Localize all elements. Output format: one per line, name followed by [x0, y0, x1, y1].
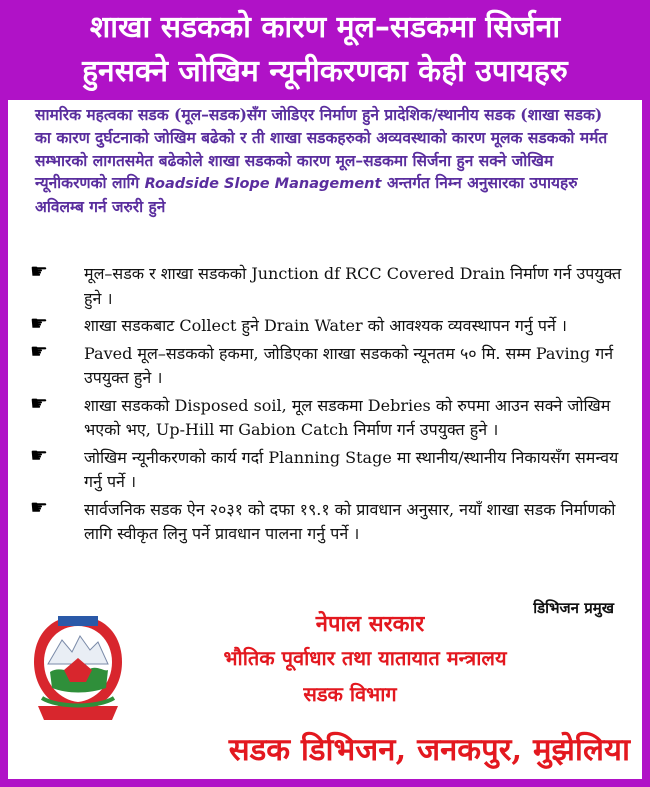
list-item-text: सार्वजनिक सडक ऐन २०३१ को दफा १९.१ को प्रावधान अनुसार, नयाँ शाखा सडक निर्माणको लागि स्वीकृत लिनु पर्ने प्रावधान पालना गर्नु पर्ने ।: [84, 499, 616, 543]
division-office-name: सडक डिभिजन, जनकपुर, मुझेलिया: [228, 732, 630, 768]
list-item: [30, 390, 622, 443]
list-item-text: Paved मूल–सडकको हकमा, जोडिएका शाखा सडकको न्यूनतम ५० मि. सम्म Paving गर्न उपयुक्त हुने ।: [84, 343, 614, 387]
intro-text-1: सामरिक महत्वका सडक (मूल–सडक)सँग जोडिएर निर्माण हुने प्रादेशिक/स्थानीय सडक (शाखा सडक) का कारण दुर्घटनाको जोखिम बढेको र ती शाखा सडकहरुको अव्यवस्थाको कारण मूलक सडकको मर्मत सम्भारको लागतसमेत बढेकोले शाखा सडकको कारण मूल–सडकमा सिर्जना हुन सक्ने जोखिम न्यूनीकरणको लागि: [35, 105, 608, 193]
list-item-text: जोखिम न्यूनीकरणको कार्य गर्दा Planning Stage मा स्थानीय/स्थानीय निकायसँग समन्वय गर्नु पर्ने ।: [84, 447, 619, 491]
pointing-hand-icon: ☛: [30, 311, 48, 335]
pointing-hand-icon: ☛: [30, 259, 48, 283]
list-item: [30, 311, 622, 339]
list-item: [30, 259, 622, 311]
signature-title: डिभिजन प्रमुख: [533, 599, 614, 617]
title-line-2: हुनसक्ने जोखिम न्यूनीकरणका केही उपायहरु: [82, 54, 568, 89]
list-item: [30, 442, 622, 495]
list-item: [30, 338, 622, 391]
list-item-text: मूल–सडक र शाखा सडकको Junction df RCC Covered Drain निर्माण गर्न उपयुक्त हुने ।: [84, 264, 622, 308]
list-item: [30, 494, 622, 547]
pointing-hand-icon: ☛: [30, 442, 48, 467]
intro-paragraph: [35, 104, 623, 219]
measures-list: [30, 259, 622, 550]
list-item-text: शाखा सडकको Disposed soil, मूल सडकमा Debries को रुपमा आउन सक्ने जोखिम भएको भए, Up-Hill मा Gabion Catch निर्माण गर्न उपयुक्त हुने ।: [84, 395, 611, 439]
title-line-1: शाखा सडकको कारण मूल–सडकमा सिर्जना: [89, 10, 561, 45]
department-name: सडक विभाग: [303, 682, 397, 706]
nepal-government-emblem-icon: [28, 612, 128, 724]
list-item-text: शाखा सडकबाट Collect हुने Drain Water को आवश्यक व्यवस्थापन गर्नु पर्ने ।: [84, 316, 567, 335]
pointing-hand-icon: ☛: [30, 494, 48, 519]
government-name: नेपाल सरकार: [315, 611, 425, 637]
page-title-banner: [0, 0, 650, 100]
intro-text-2: अन्तर्गत निम्न अनुसारका उपायहरु अविलम्ब गर्न जरुरी हुने: [35, 173, 578, 217]
intro-english-term: Roadside Slope Management: [144, 176, 382, 193]
ministry-name: भौतिक पूर्वाधार तथा यातायात मन्त्रालय: [223, 646, 507, 670]
pointing-hand-icon: ☛: [30, 338, 48, 363]
pointing-hand-icon: ☛: [30, 390, 48, 415]
